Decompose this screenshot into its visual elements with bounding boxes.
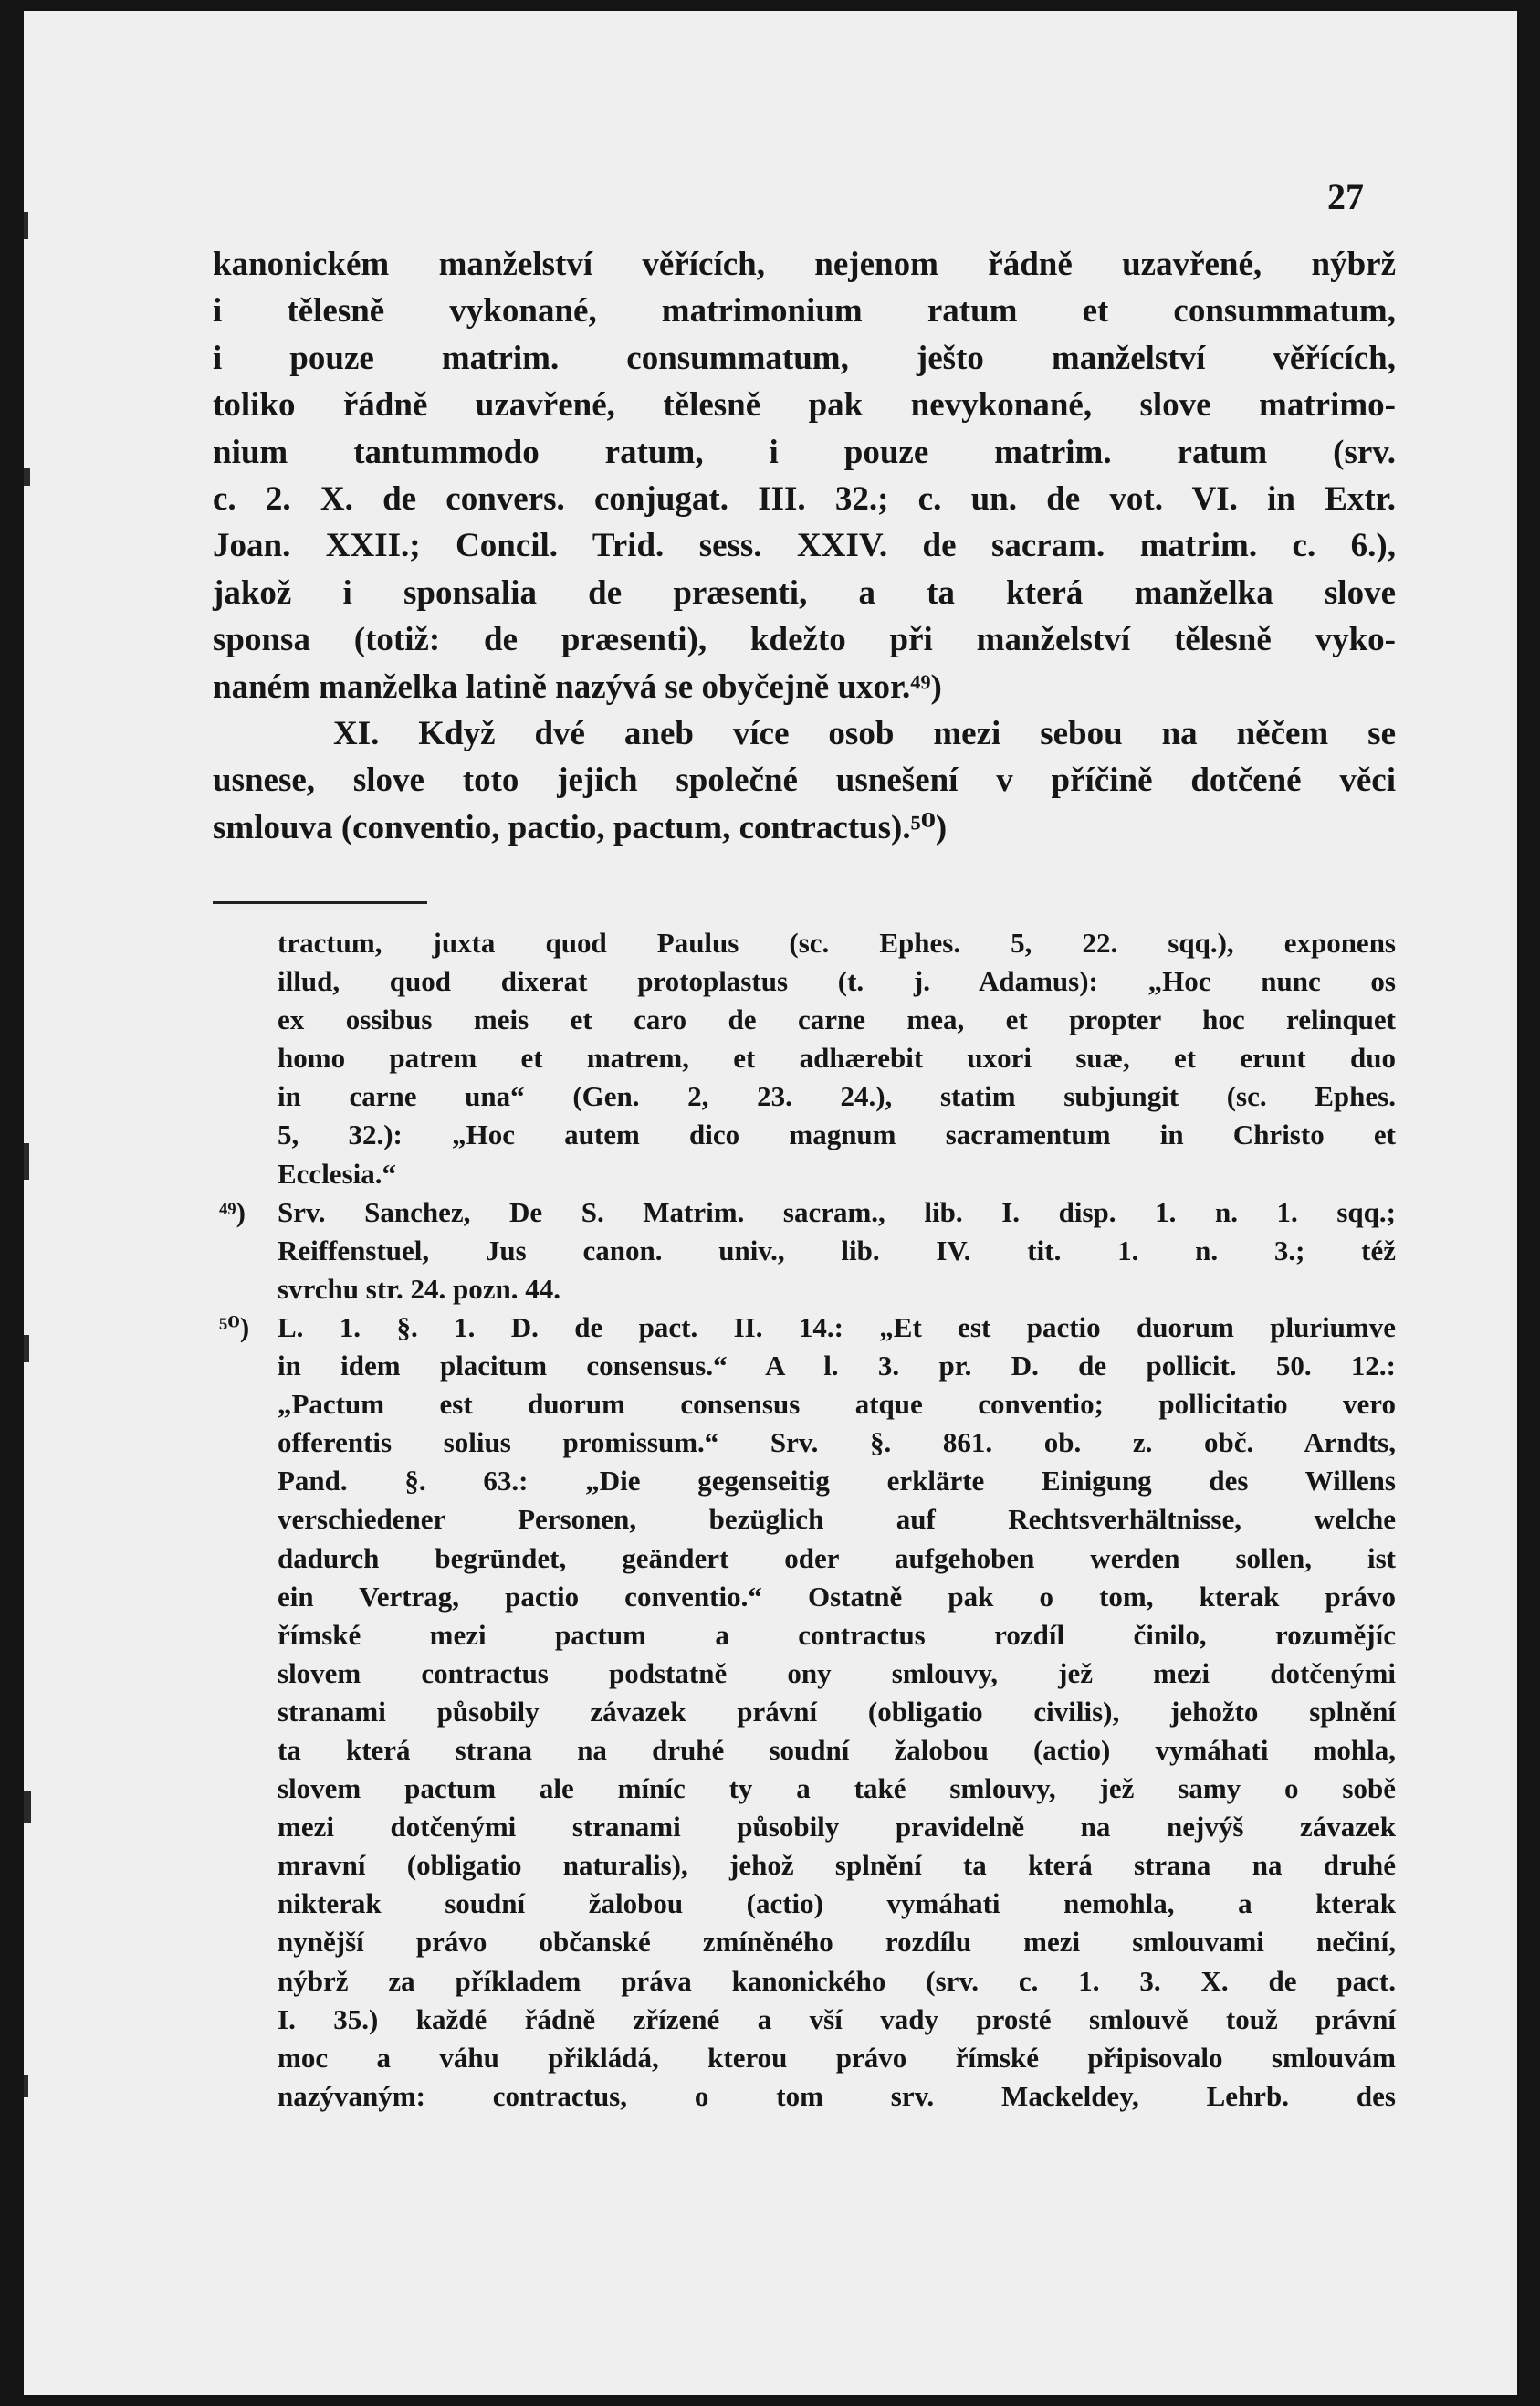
footnote-line: homo patrem et matrem, et adhærebit uxori suæ, et erunt duo (278, 1042, 1396, 1075)
footnote-50-first-line (219, 1308, 1396, 1347)
footnote-line: Ecclesia.“ (278, 1157, 396, 1190)
main-line: toliko řádně uzavřené, tělesně pak nevykonané, slove matrimo- (213, 386, 1396, 425)
main-line: i pouze matrim. consummatum, ješto manželství věřících, (213, 339, 1396, 377)
main-line: jakož i sponsalia de præsenti, a ta která manželka slove (213, 573, 1396, 612)
footnote-line: stranami působily závazek právní (obligatio civilis), jehožto splnění (278, 1695, 1396, 1728)
book-page (24, 11, 1517, 2395)
footnote-separator (213, 901, 427, 904)
footnote-line: nazývaným: contractus, o tom srv. Mackeldey, Lehrb. des (278, 2079, 1396, 2112)
main-line: Joan. XXII.; Concil. Trid. sess. XXIV. de sacram. matrim. c. 6.), (213, 527, 1396, 565)
binding-mark (24, 468, 30, 486)
footnote-line: slovem pactum ale míníc ty a také smlouvy, jež samy o sobě (278, 1772, 1396, 1805)
footnote-line: Srv. Sanchez, De S. Matrim. sacram., lib. I. disp. 1. n. 1. sqq.; (278, 1195, 1396, 1228)
footnote-line: moc a váhu přikládá, kterou právo římské připisovalo smlouvám (278, 2041, 1396, 2074)
footnote-line: ein Vertrag, pactio conventio.“ Ostatně pak o tom, kterak právo (278, 1580, 1396, 1613)
footnotes (219, 924, 1396, 2116)
footnote-line: in carne una“ (Gen. 2, 23. 24.), statim subjungit (sc. Ephes. (278, 1080, 1396, 1113)
footnote-50-marker: ⁵⁰) (219, 1310, 250, 1343)
main-line: XI. Když dvé aneb více osob mezi sebou na něčem se (333, 714, 1396, 752)
footnote-line: Reiffenstuel, Jus canon. univ., lib. IV. tit. 1. n. 3.; též (278, 1234, 1396, 1266)
main-line: sponsa (totiž: de præsenti), kdežto při manželství tělesně vyko- (213, 621, 1396, 659)
main-line: c. 2. X. de convers. conjugat. III. 32.; c. un. de vot. VI. in Extr. (213, 479, 1396, 518)
footnote-line: tractum, juxta quod Paulus (sc. Ephes. 5, 22. sqq.), exponens (278, 927, 1396, 959)
footnote-line: ex ossibus meis et caro de carne mea, et propter hoc relinquet (278, 1003, 1396, 1036)
footnote-line: svrchu str. 24. pozn. 44. (278, 1272, 561, 1305)
binding-mark (24, 212, 28, 239)
main-line: naném manželka latině nazývá se obyčejně uxor.⁴⁹) (213, 667, 942, 706)
footnote-line: dadurch begründet, geändert oder aufgehoben werden sollen, ist (278, 1541, 1396, 1574)
binding-mark (24, 1143, 29, 1180)
footnote-line: I. 35.) každé řádně zřízené a vší vady prosté smlouvě touž právní (278, 2002, 1396, 2035)
footnote-line: „Pactum est duorum consensus atque conventio; pollicitatio vero (278, 1388, 1396, 1421)
footnote-line: offerentis solius promissum.“ Srv. §. 861. ob. z. obč. Arndts, (278, 1426, 1396, 1459)
main-line: i tělesně vykonané, matrimonium ratum et consummatum, (213, 292, 1396, 331)
main-line: usnese, slove toto jejich společné usnešení v příčině dotčené věci (213, 762, 1396, 800)
main-line: smlouva (conventio, pactio, pactum, contractus).⁵⁰) (213, 808, 948, 846)
page-number: 27 (1327, 176, 1364, 217)
footnote-line: nynější právo občanské zmíněného rozdílu mezi smlouvami nečiní, (278, 1926, 1396, 1959)
footnote-line: L. 1. §. 1. D. de pact. II. 14.: „Et est pactio duorum pluriumve (278, 1310, 1396, 1343)
main-line: kanonickém manželství věřících, nejenom řádně uzavřené, nýbrž (213, 246, 1396, 283)
binding-mark (24, 1791, 31, 1823)
footnote-line: ta která strana na druhé soudní žalobou (actio) vymáhati mohla, (278, 1733, 1396, 1766)
footnote-line: nýbrž za příkladem práva kanonického (srv. c. 1. 3. X. de pact. (278, 1964, 1396, 1997)
footnote-49-first-line (219, 1193, 1396, 1232)
footnote-line: mezi dotčenými stranami působily pravidelně na nejvýš závazek (278, 1811, 1396, 1844)
footnote-line: nikterak soudní žalobou (actio) vymáhati nemohla, a kterak (278, 1887, 1396, 1920)
footnote-line: illud, quod dixerat protoplastus (t. j. Adamus): „Hoc nunc os (278, 965, 1396, 998)
footnote-line: in idem placitum consensus.“ A l. 3. pr. D. de pollicit. 50. 12.: (278, 1350, 1396, 1382)
footnote-line: římské mezi pactum a contractus rozdíl činilo, rozumějíc (278, 1618, 1396, 1651)
main-text (213, 241, 1396, 851)
footnote-line: verschiedener Personen, bezüglich auf Rechtsverhältnisse, welche (278, 1503, 1396, 1536)
main-line: nium tantummodo ratum, i pouze matrim. ratum (srv. (213, 433, 1396, 471)
binding-mark (24, 1335, 29, 1362)
binding-mark (24, 2075, 28, 2097)
footnote-line: Pand. §. 63.: „Die gegenseitig erklärte Einigung des Willens (278, 1465, 1396, 1497)
footnote-line: 5, 32.): „Hoc autem dico magnum sacramentum in Christo et (278, 1119, 1396, 1151)
footnote-line: mravní (obligatio naturalis), jehož splnění ta která strana na druhé (278, 1849, 1396, 1882)
footnote-49-marker: ⁴⁹) (219, 1195, 246, 1228)
footnote-line: slovem contractus podstatně ony smlouvy, jež mezi dotčenými (278, 1656, 1396, 1689)
